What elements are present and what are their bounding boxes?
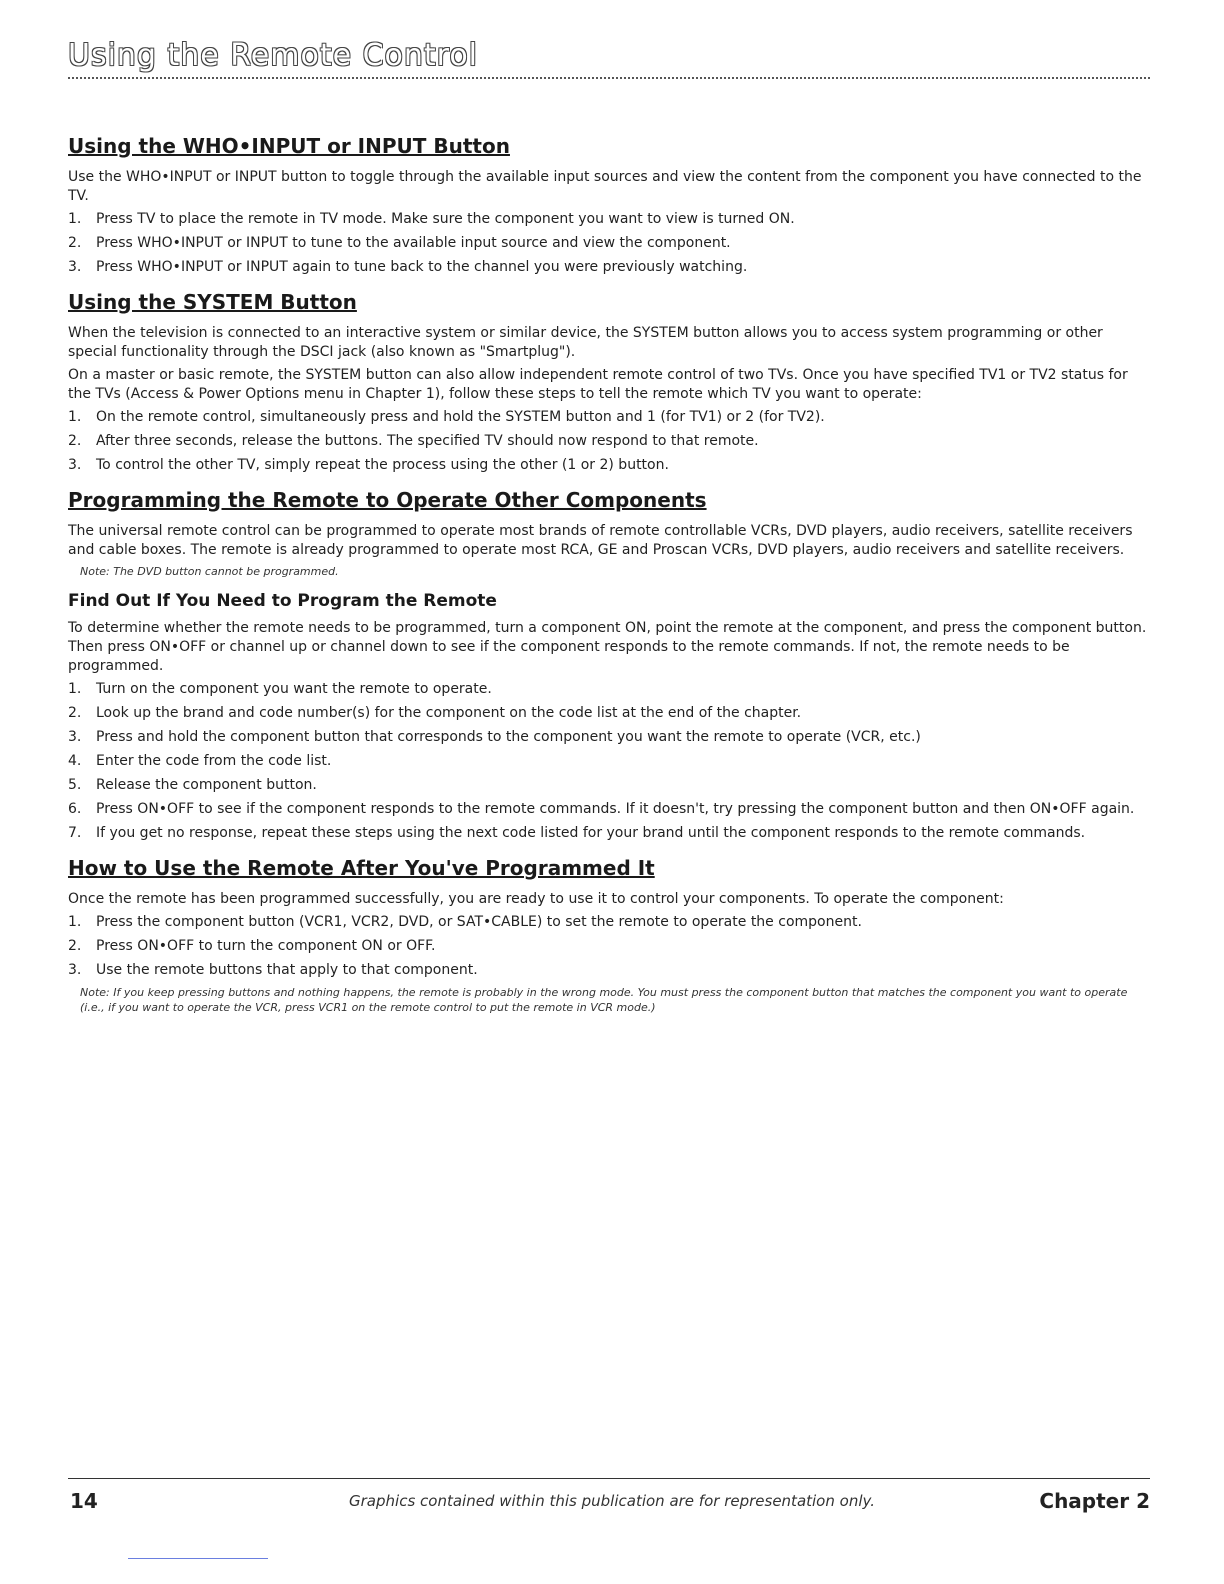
list-item: 3. To control the other TV, simply repeat the process using the other (1 or 2) button. [68,457,669,473]
list-item: 1. Press the component button (VCR1, VCR2, DVD, or SAT•CABLE) to set the remote to operate the component. [68,914,862,930]
footer-chapter: Chapter 2 [1039,1489,1150,1513]
page-content [68,134,1150,1028]
title-divider [68,77,1150,79]
section-heading: Programming the Remote to Operate Other Components [68,488,707,512]
list-item: 1. Press TV to place the remote in TV mode. Make sure the component you want to view is turned ON. [68,211,795,227]
list-item: 2. Look up the brand and code number(s) for the component on the code list at the end of the chapter. [68,705,802,721]
paragraph: Once the remote has been programmed successfully, you are ready to use it to control your components. To operate the component: [68,891,1004,907]
page-title: Using the Remote Control [68,38,479,73]
footer-disclaimer: Graphics contained within this publication are for representation only. [349,1492,875,1510]
list-item: 2. After three seconds, release the buttons. The specified TV should now respond to that remote. [68,433,759,449]
steps-list [68,680,1150,843]
list-item: 3. Use the remote buttons that apply to that component. [68,962,478,978]
list-item: 3. Press WHO•INPUT or INPUT again to tune back to the channel you were previously watching. [68,259,748,275]
subsection-find-out [68,591,1150,843]
list-item: 4. Enter the code from the code list. [68,753,332,769]
page-number: 14 [70,1489,98,1513]
section-who-input [68,134,1150,277]
section-after-programming [68,856,1150,1015]
paragraph: When the television is connected to an interactive system or similar device, the SYSTEM button allows you to access system programming or other special functionality through the DSCI jack (also known as "Smartplug"). [68,325,1103,360]
list-item: 1. Turn on the component you want the remote to operate. [68,681,492,697]
list-item: 5. Release the component button. [68,777,317,793]
list-item: 3. Press and hold the component button that corresponds to the component you want the remote to operate (VCR, etc.) [68,729,921,745]
paragraph: Use the WHO•INPUT or INPUT button to toggle through the available input sources and view the content from the component you have connected to the TV. [68,169,1142,204]
blue-underline [128,1558,268,1559]
list-item: 1. On the remote control, simultaneously press and hold the SYSTEM button and 1 (for TV1) or 2 (for TV2). [68,409,825,425]
list-item: 7. If you get no response, repeat these steps using the next code listed for your brand until the component responds to the remote commands. [68,825,1086,841]
paragraph: On a master or basic remote, the SYSTEM button can also allow independent remote control of two TVs. Once you have specified TV1 or TV2 status for the TVs (Access & Power Options menu in Chapter 1), follow these steps to tell the remote which TV you want to operate: [68,367,1128,402]
section-system-button [68,290,1150,475]
subsection-heading: Find Out If You Need to Program the Remote [68,591,497,611]
note: Note: The DVD button cannot be programmed. [80,565,339,578]
steps-list [68,913,1150,980]
note: Note: If you keep pressing buttons and nothing happens, the remote is probably in the wrong mode. You must press the component button that matches the component you want to operate (i.e., if you want to operate the VCR, press VCR1 on the remote control to put the remote in VCR mode.) [80,986,1128,1014]
footer-divider [68,1478,1150,1479]
section-heading: Using the SYSTEM Button [68,290,357,314]
list-item: 2. Press ON•OFF to turn the component ON or OFF. [68,938,436,954]
steps-list [68,408,1150,475]
list-item: 2. Press WHO•INPUT or INPUT to tune to the available input source and view the component. [68,235,731,251]
list-item: 6. Press ON•OFF to see if the component responds to the remote commands. If it doesn't, try pressing the component button and then ON•OFF again. [68,801,1135,817]
section-heading: How to Use the Remote After You've Programmed It [68,856,655,880]
steps-list [68,210,1150,277]
paragraph: The universal remote control can be programmed to operate most brands of remote controllable VCRs, DVD players, audio receivers, satellite receivers and cable boxes. The remote is already programmed to operate most RCA, GE and Proscan VCRs, DVD players, audio receivers and satellite receivers. [68,523,1133,558]
section-programming [68,488,1150,843]
section-heading: Using the WHO•INPUT or INPUT Button [68,134,510,158]
paragraph: To determine whether the remote needs to be programmed, turn a component ON, point the remote at the component, and press the component button. Then press ON•OFF or channel up or channel down to see if the component responds to the remote commands. If not, the remote needs to be programmed. [68,620,1147,674]
